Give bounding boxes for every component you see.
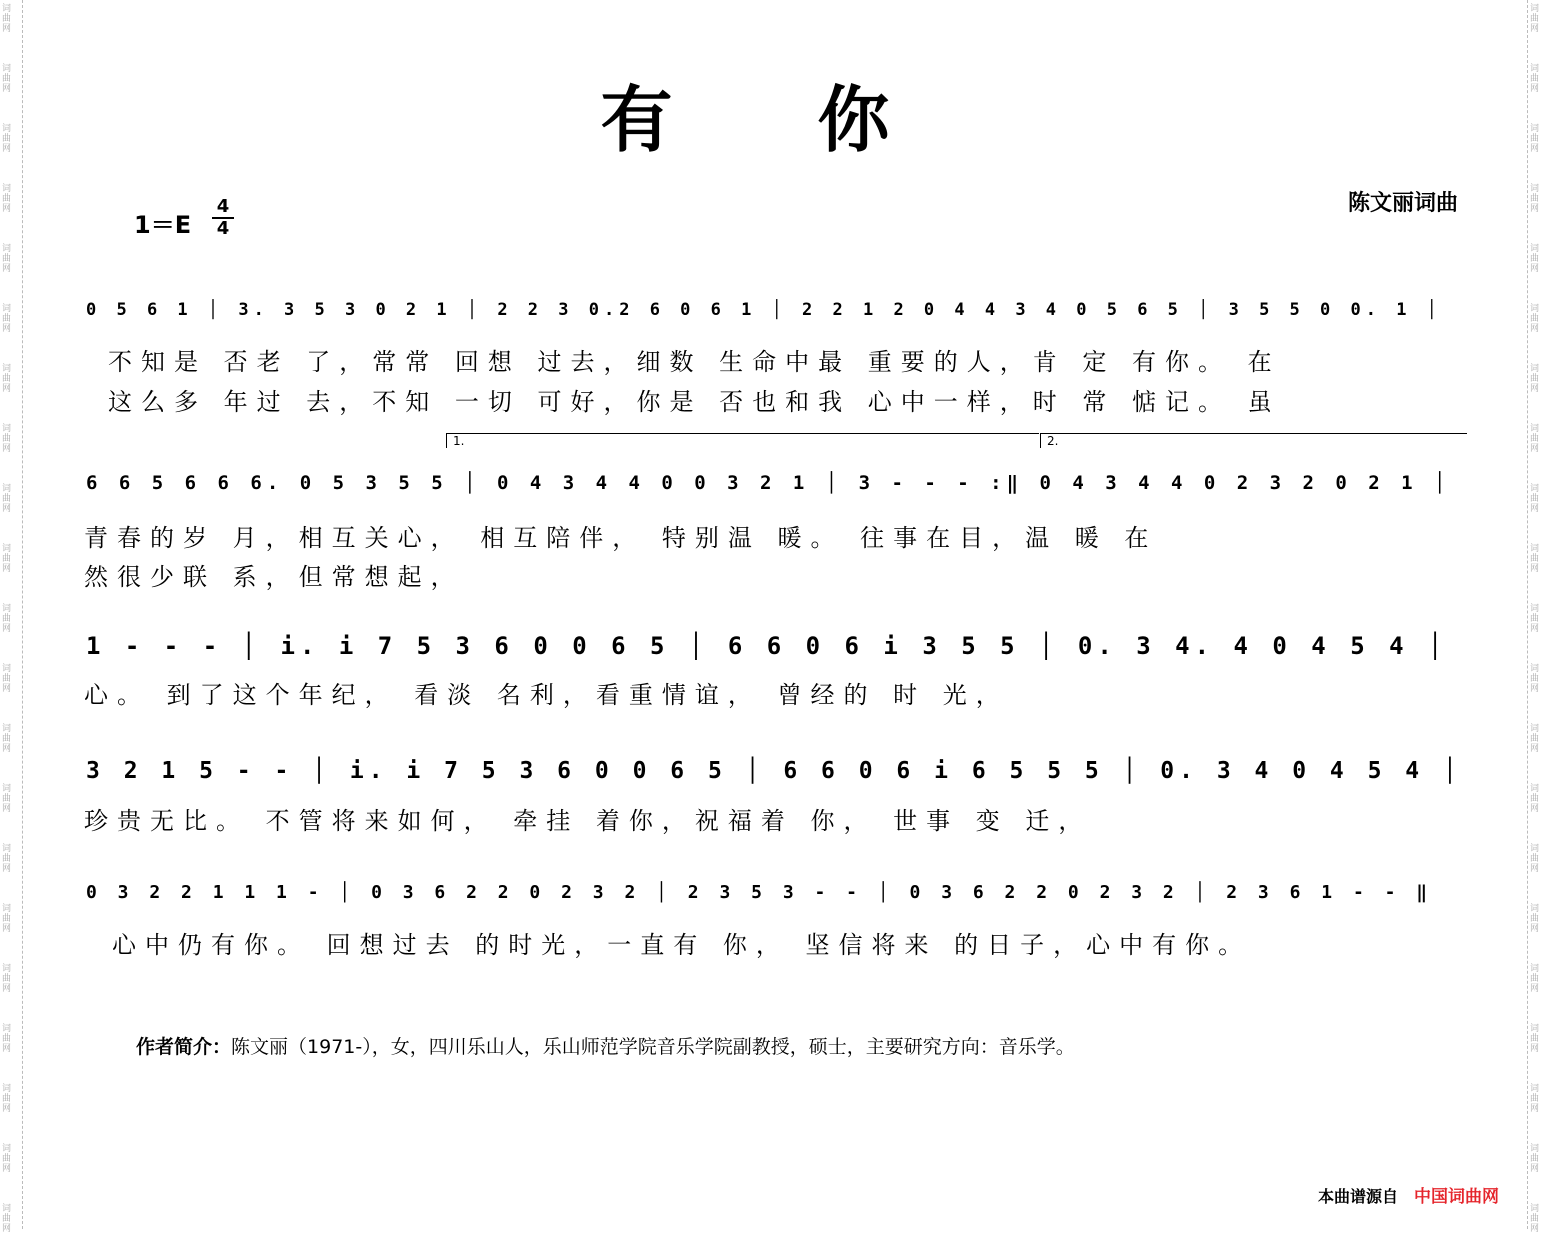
watermark-text: 词曲网	[1530, 1204, 1540, 1234]
watermark-text: 词曲网	[2, 544, 12, 574]
right-watermark-strip	[1527, 0, 1550, 1234]
watermark-text: 词曲网	[2, 4, 12, 34]
notation-row-4: 3 2 1 5 - - │ i. i 7 5 3 6 0 0 6 5 │ 6 6 0 6 i 6 5 5 5 │ 0. 3 4 0 4 5 4 │	[86, 758, 1462, 784]
volta-first-ending: 1.	[446, 433, 1039, 448]
notation-row-2: 6 6 5 6 6 6. 0 5 3 5 5 │ 0 4 3 4 4 0 0 3 2 1 │ 3 - - - :‖ 0 4 3 4 4 0 2 3 2 0 2 1 │	[86, 472, 1451, 494]
lyrics-row-2-verse-1: 青春的岁 月，相互关心， 相互陪伴， 特别温 暖。 往事在目，温 暖 在	[84, 524, 1158, 552]
lyrics-row-2-verse-2: 然很少联 系，但常想起，	[84, 563, 464, 591]
watermark-text: 词曲网	[1530, 1024, 1540, 1054]
watermark-text: 词曲网	[1530, 844, 1540, 874]
composer-credit: 陈文丽词曲	[1347, 191, 1458, 216]
watermark-text: 词曲网	[1530, 424, 1540, 454]
watermark-text: 词曲网	[1530, 364, 1540, 394]
watermark-text: 词曲网	[1530, 1144, 1540, 1174]
watermark-text: 词曲网	[2, 484, 12, 514]
watermark-text: 词曲网	[2, 604, 12, 634]
watermark-text: 词曲网	[2, 1024, 12, 1054]
song-title: 有 你	[600, 77, 950, 162]
watermark-text: 词曲网	[1530, 304, 1540, 334]
watermark-text: 词曲网	[2, 244, 12, 274]
watermark-text: 词曲网	[1530, 244, 1540, 274]
watermark-text: 词曲网	[2, 964, 12, 994]
author-bio	[136, 1032, 1075, 1059]
score-row-2	[86, 462, 1466, 512]
watermark-text: 词曲网	[2, 724, 12, 754]
time-signature	[212, 197, 234, 239]
watermark-text: 词曲网	[1530, 184, 1540, 214]
lyrics-row-1-verse-1: 不知是 否老 了，常常 回想 过去，细数 生命中最 重要的人，肯 定 有你。 在	[108, 348, 1281, 376]
watermark-text: 词曲网	[2, 364, 12, 394]
watermark-text: 词曲网	[1530, 784, 1540, 814]
watermark-text: 词曲网	[1530, 124, 1540, 154]
watermark-text: 词曲网	[2, 304, 12, 334]
watermark-text: 词曲网	[1530, 544, 1540, 574]
lyrics-row-1-verse-2: 这么多 年过 去，不知 一切 可好，你是 否也和我 心中一样，时 常 惦记。 虽	[108, 388, 1281, 416]
watermark-text: 词曲网	[1530, 664, 1540, 694]
watermark-text: 词曲网	[2, 64, 12, 94]
watermark-text: 词曲网	[1530, 904, 1540, 934]
watermark-text: 词曲网	[1530, 484, 1540, 514]
score-row-1	[86, 290, 1466, 340]
source-site-link[interactable]: 中国词曲网	[1414, 1187, 1500, 1207]
watermark-text: 词曲网	[2, 664, 12, 694]
lyrics-row-4: 珍贵无比。 不管将来如何， 牵挂 着你，祝福着 你， 世事 变 迁，	[84, 807, 1092, 835]
watermark-text: 词曲网	[1530, 64, 1540, 94]
watermark-text: 词曲网	[1530, 4, 1540, 34]
author-bio-text: 陈文丽（1971-），女，四川乐山人，乐山师范学院音乐学院副教授，硕士，主要研究方向：音乐学。	[231, 1036, 1075, 1058]
score-row-5	[86, 872, 1466, 922]
watermark-text: 词曲网	[2, 904, 12, 934]
notation-row-5: 0 3 2 2 1 1 1 - │ 0 3 6 2 2 0 2 3 2 │ 2 3 5 3 - - │ 0 3 6 2 2 0 2 3 2 │ 2 3 6 1 - - ‖	[86, 882, 1433, 903]
notation-row-3: 1 - - - │ i. i 7 5 3 6 0 0 6 5 │ 6 6 0 6 i 3 5 5 │ 0. 3 4. 4 0 4 5 4 │	[86, 632, 1448, 660]
time-signature-bottom: 4	[212, 217, 234, 239]
watermark-text: 词曲网	[2, 1084, 12, 1114]
source-label: 本曲谱源自	[1318, 1187, 1399, 1206]
watermark-text: 词曲网	[2, 184, 12, 214]
notation-row-1: 0 5 6 1 │ 3. 3 5 3 0 2 1 │ 2 2 3 0.2 6 0 6 1 │ 2 2 1 2 0 4 4 3 4 0 5 6 5 │ 3 5 5 0 0. 1 │	[86, 300, 1442, 320]
watermark-text: 词曲网	[2, 844, 12, 874]
watermark-text: 词曲网	[1530, 724, 1540, 754]
volta-second-ending: 2.	[1040, 433, 1467, 448]
watermark-text: 词曲网	[2, 784, 12, 814]
lyrics-row-5: 心中仍有你。 回想过去 的时光，一直有 你， 坚信将来 的日子，心中有你。	[112, 931, 1252, 959]
left-watermark-strip	[0, 0, 23, 1234]
score-row-4	[86, 748, 1466, 798]
lyrics-row-3: 心。 到了这个年纪， 看淡 名利，看重情谊， 曾经的 时 光，	[84, 681, 1009, 709]
watermark-text: 词曲网	[1530, 604, 1540, 634]
watermark-text: 词曲网	[1530, 1084, 1540, 1114]
score-row-3	[86, 622, 1466, 672]
key-signature: 1＝E	[134, 211, 192, 239]
watermark-text: 词曲网	[1530, 964, 1540, 994]
author-bio-label: 作者简介：	[136, 1036, 232, 1058]
watermark-text: 词曲网	[2, 424, 12, 454]
watermark-text: 词曲网	[2, 124, 12, 154]
source-credit	[1318, 1182, 1499, 1207]
time-signature-top: 4	[216, 196, 230, 217]
watermark-text: 词曲网	[2, 1204, 12, 1234]
watermark-text: 词曲网	[2, 1144, 12, 1174]
